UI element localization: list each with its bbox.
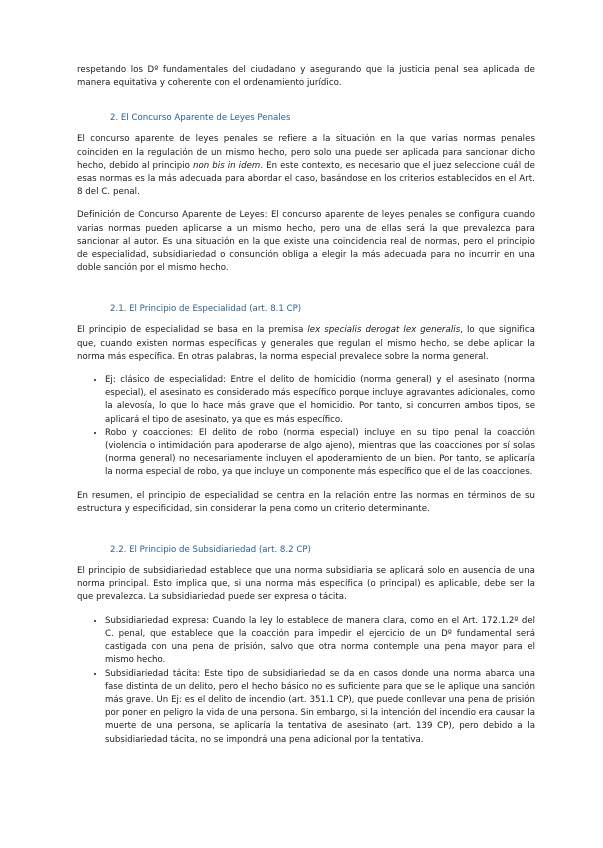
section-2-1-bullet-list xyxy=(77,374,535,480)
document-page xyxy=(77,64,535,757)
section-2-p1-text-a: El concurso aparente de leyes penales se refiere a la situación en la que varias normas penales coinciden en la regulación de un mismo hecho, pero solo una puede ser aplicada para sancionar dicho hecho, debido al principio xyxy=(77,134,535,171)
section-2-paragraph-2: Definición de Concurso Aparente de Leyes: El concurso aparente de leyes penales se configura cuando varias normas pueden aplicarse a un mismo hecho, pero una de ellas será la que prevalezca para sancionar al autor. Es una situación en la que existe una coincidencia real de normas, pero el principio de especialidad, subsidiariedad o consunción obliga a elegir la más adecuada para no incurrir en una doble sanción por el mismo hecho. xyxy=(77,210,535,274)
section-2-heading: 2. El Concurso Aparente de Leyes Penales xyxy=(110,113,291,124)
list-item: • Robo y coacciones: El delito de robo (norma especial) incluye en su tipo penal la coacción (violencia o intimidación para apoderarse de algo ajeno), mientras que las coacciones por sí solas (norma general) no necesariamente incluyen el apoderamiento de un bien. Por tanto, se aplicaría la norma especial de robo, ya que incluye un componente más específico que el de las coacciones. xyxy=(105,427,535,480)
section-2-1-p1-text-a: El principio de especialidad se basa en la premisa xyxy=(77,325,308,336)
section-2-2-paragraph-1: El principio de subsidiariedad establece que una norma subsidiaria se aplicará solo en ausencia de una norma principal. Esto implica que, si una norma más específica (o principal) es aplicable, debe ser la que prevalezca. La subsidiariedad puede ser expresa o tácita. xyxy=(77,566,535,603)
section-2-paragraph-1 xyxy=(77,133,535,199)
section-2-2-bullet-list xyxy=(77,615,535,747)
list-item: • Subsidiariedad tácita: Este tipo de subsidiariedad se da en casos donde una norma abarca una fase distinta de un delito, pero el hecho básico no es suficiente para que se le aplique una sanción más grave. Un Ej: es el delito de incendio (art. 351.1 CP), que puede conllevar una pena de prisión por poner en peligro la vida de una persona. Sin embargo, si la intención del incendio era causar la muerte de una persona, se aplicaría la tentativa de asesinato (art. 139 CP), pero debido a la subsidiariedad tácita, no se impondrá una pena adicional por la tentativa. xyxy=(105,668,535,747)
section-2-1-p1-text-b: , lo que significa que, cuando existen normas específicas y generales que regulan el mismo hecho, se debe aplicar la norma más específica. En otras palabras, la norma especial prevalece sobre la norma general. xyxy=(77,325,535,362)
section-2-1-heading: 2.1. El Principio de Especialidad (art. 8.1 CP) xyxy=(110,304,302,315)
section-2-1-paragraph-2: En resumen, el principio de especialidad se centra en la relación entre las normas en términos de su estructura y especificidad, sin considerar la pena como un criterio determinante. xyxy=(77,490,535,514)
section-2-1-p1-italic: lex specialis derogat lex generalis xyxy=(307,325,461,336)
list-item: • Subsidiariedad expresa: Cuando la ley lo establece de manera clara, como en el Art. 172.1.2º del C. penal, que establece que la coacción para impedir el ejercicio de un Dº fundamental será castigada con una pena de prisión, salvo que otra norma contemple una pena mayor para el mismo hecho. xyxy=(105,615,535,668)
section-2-2-heading: 2.2. El Principio de Subsidiariedad (art. 8.2 CP) xyxy=(110,545,311,556)
section-2-p1-italic: non bis in idem xyxy=(192,160,261,171)
intro-paragraph: respetando los Dº fundamentales del ciudadano y asegurando que la justicia penal sea aplicada de manera equitativa y coherente con el ordenamiento jurídico. xyxy=(77,65,535,89)
section-2-p1-text-b: . En este contexto, es necesario que el juez seleccione cuál de esas normas es la más adecuada para abordar el caso, basándose en los criterios establecidos en el Art. 8 del C. penal. xyxy=(77,160,535,198)
list-item: • Ej: clásico de especialidad: Entre el delito de homicidio (norma general) y el asesinato (norma especial), el asesinato es considerado más específico porque incluye agravantes adicionales, como la alevosía, lo que lo hace más grave que el homicidio. Por tanto, si concurren ambos tipos, se aplicará el tipo de asesinato, ya que es más específico. xyxy=(105,374,535,427)
section-2-1-paragraph-1 xyxy=(77,324,535,364)
